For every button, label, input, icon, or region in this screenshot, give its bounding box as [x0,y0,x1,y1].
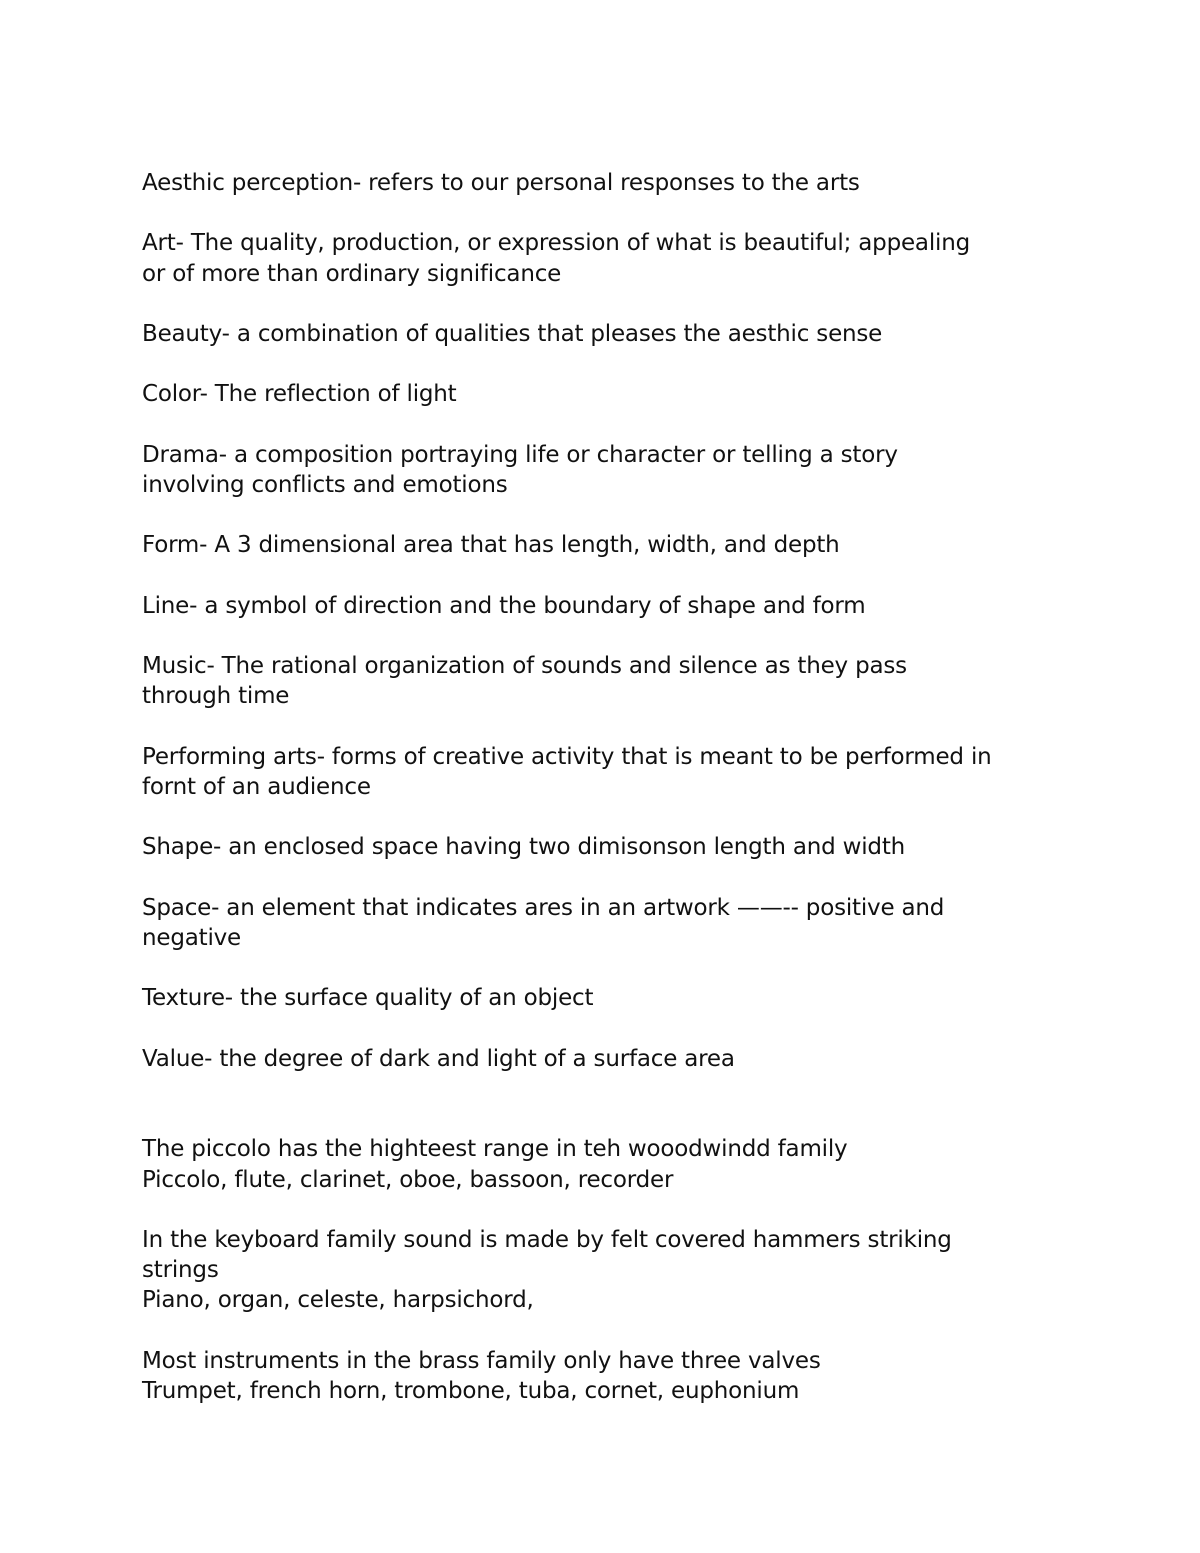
definition-value [142,1044,1072,1074]
text-line: Aesthic perception- refers to our personal responses to the arts [142,170,860,196]
text-line: Texture- the surface quality of an object [142,985,594,1012]
text-line: negative [142,924,241,951]
definition-texture [142,983,1072,1013]
text-line: through time [142,683,290,710]
text-line: Art- The quality, production, or expression of what is beautiful; appealing [142,230,970,257]
document-body [142,168,1072,1436]
text-line: strings [142,1257,219,1284]
text-line: Piano, organ, celeste, harpsichord, [142,1287,534,1314]
text-line: Drama- a composition portraying life or character or telling a story [142,441,898,468]
family-woodwind [142,1134,1072,1194]
text-line: Value- the degree of dark and light of a surface area [142,1045,735,1072]
definition-form [142,530,1072,560]
definition-music [142,651,1072,711]
text-line: Performing arts- forms of creative activity that is meant to be performed in [142,743,992,770]
text-line: Form- A 3 dimensional area that has length, width, and depth [142,532,840,559]
definition-beauty [142,319,1072,349]
text-line: Most instruments in the brass family only have three valves [142,1347,821,1374]
definition-space [142,893,1072,953]
text-line: In the keyboard family sound is made by felt covered hammers striking [142,1226,952,1253]
text-line: Trumpet, french horn, trombone, tuba, cornet, euphonium [142,1377,800,1404]
text-line: fornt of an audience [142,773,371,800]
text-line: or of more than ordinary significance [142,260,562,287]
text-line: involving conflicts and emotions [142,471,508,498]
text-line: The piccolo has the highteest range in teh wooodwindd family [142,1136,848,1163]
family-keyboard [142,1225,1072,1316]
text-line: Beauty- a combination of qualities that pleases the aesthic sense [142,320,883,347]
definition-performing-arts [142,742,1072,802]
text-line: Shape- an enclosed space having two dimisonson length and width [142,834,906,861]
definition-color [142,379,1072,409]
text-line: Color- The reflection of light [142,381,457,408]
definition-shape [142,832,1072,862]
text-line: Piccolo, flute, clarinet, oboe, bassoon, recorder [142,1166,674,1193]
text-line: Music- The rational organization of sounds and silence as they pass [142,653,907,680]
definition-line [142,591,1072,621]
text-line: Line- a symbol of direction and the boundary of shape and form [142,592,866,619]
definition-art [142,228,1072,288]
text-line: Space- an element that indicates ares in an artwork ——-- positive and [142,894,945,921]
definition-drama [142,440,1072,500]
family-brass [142,1346,1072,1406]
definition-aesthic-perception [142,168,1072,198]
